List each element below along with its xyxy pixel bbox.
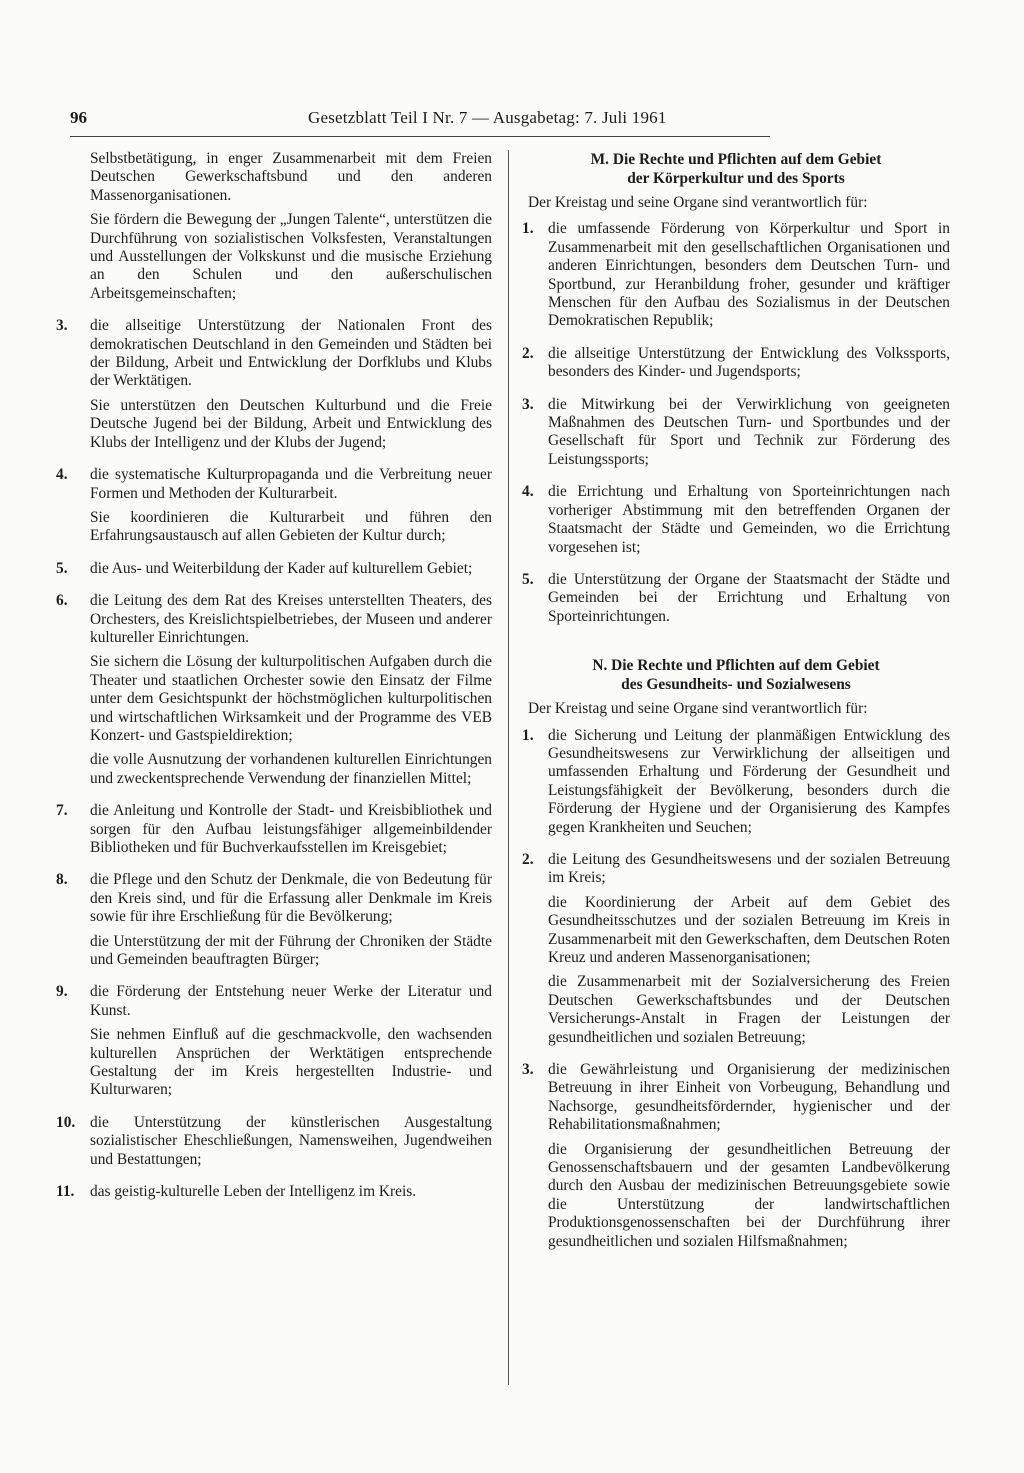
section-title-line: der Körperkultur und des Sports [627,170,845,187]
list-item [56,1183,492,1201]
item-number: 3. [56,317,68,335]
item-subparagraph: Sie nehmen Einfluß auf die geschmackvolle, den wachsenden kulturellen Ansprüchen der Werktätigen entsprechende Gestaltung der im Kreis hergestellten Industrie- und Kulturwaren; [90,1026,492,1099]
page-header [40,108,984,138]
list-item [56,466,492,546]
item-text: die allseitige Unterstützung der Nationalen Front des demokratischen Deutschland in den Gemeinden und Städten bei der Bildung, Arbeit und Entwicklung der Dorfklubs und Klubs der Werktätigen. [90,317,492,390]
item-text: die systematische Kulturpropaganda und die Verbreitung neuer Formen und Methoden der Kulturarbeit. [90,466,492,502]
item-text: die Pflege und den Schutz der Denkmale, die von Bedeutung für den Kreis sind, und für die Erfassung aller Denkmale im Kreis sowie für ihre Erschließung für die Bevölkerung; [90,871,492,926]
item-text: die Errichtung und Erhaltung von Sporteinrichtungen nach vorheriger Abstimmung mit den betreffenden Organen der Staatsmacht der Städte und Gemeinden, wo die Errichtung vorgesehen ist; [548,483,950,556]
section-title-line: des Gesundheits- und Sozialwesens [621,676,851,694]
item-number: 3. [522,1061,534,1079]
item-number: 10. [56,1113,76,1131]
list-item [56,802,492,857]
item-subparagraph: die Organisierung der gesundheitlichen Betreuung der Genossenschaftsbauern und der gesamten Landbevölkerung durch den Ausbau der medizinischen Betreuungsgebiete sowie die Unterstützung der landwirtschaftlichen Produktionsgenossenschaften bei der Durchführung ihrer gesundheitlichen und sozialen Hilfsmaßnahmen; [548,1140,950,1250]
section-spacer [522,640,950,656]
item-text: die Aus- und Weiterbildung der Kader auf kulturellem Gebiet; [90,559,473,577]
item-subparagraph: die Unterstützung der mit der Führung der Chroniken der Städte und Gemeinden beauftragten Bürger; [90,932,492,969]
section-title-line: N. Die Rechte und Pflichten auf dem Gebiet [592,657,880,675]
item-subparagraph: Sie koordinieren die Kulturarbeit und führen den Erfahrungsaustausch auf allen Gebieten der Kultur durch; [90,508,492,545]
item-text: die umfassende Förderung von Körperkultur und Sport in Zusammenarbeit mit den gesellschaftlichen Organisationen und anderen Einrichtungen, besonders dem Deutschen Turn- und Sportbund, zur Heranbildung froher, gesunder und kräftiger Menschen für den Aufbau des Sozialismus in der Deutschen Demokratischen Republik; [548,220,950,330]
item-number: 6. [56,592,68,610]
item-number: 2. [522,850,534,868]
list-item [522,396,950,470]
continuation-paragraph: Selbstbetätigung, in enger Zusammenarbeit mit dem Freien Deutschen Gewerkschaftsbund und den anderen Massenorganisationen. [90,150,492,204]
header-rule [70,136,770,137]
section-intro: Der Kreistag und seine Organe sind verantwortlich für: [528,194,868,211]
item-text: die Unterstützung der Organe der Staatsmacht der Städte und Gemeinden bei der Errichtung und Erhaltung von Sporteinrichtungen. [548,570,950,625]
item-text: die Anleitung und Kontrolle der Stadt- und Kreisbibliothek und sorgen für den Aufbau leistungsfähiger allgemeinbildender Bibliotheken und für Buchverkaufsstellen im Kreisgebiet; [90,802,492,856]
item-subparagraph: Sie sichern die Lösung der kulturpolitischen Aufgaben durch die Theater und staatlichen Orchester sowie den Einsatz der Filme unter dem Gesichtspunkt der höchstmöglichen kulturpolitischen und wirtschaftlichen Wirksamkeit und der Programme des VEB Konzert- und Gastspieldirektion; [90,653,492,744]
item-text: die allseitige Unterstützung der Entwicklung des Volkssports, besonders des Kinder- und Jugendsports; [548,344,950,381]
item-number: 9. [56,983,68,1001]
item-number: 4. [522,483,534,501]
section-m-title [522,150,950,188]
list-item [522,727,950,837]
continuation-paragraph: Sie fördern die Bewegung der „Jungen Talente“, unterstützen die Durchführung von sozialistischen Volksfesten, Veranstaltungen und Ausstellungen der Volkskunst und die musische Erziehung an den Schulen und den außerschulischen Arbeitsgemeinschaften; [90,211,492,302]
item-subparagraph: Sie unterstützen den Deutschen Kulturbund und die Freie Deutsche Jugend bei der Bildung, Arbeit und Entwicklung des Klubs der Intelligenz und der Klubs der Jugend; [90,396,492,451]
list-item [522,1061,950,1251]
list-item [56,1114,492,1169]
item-text: die Unterstützung der künstlerischen Ausgestaltung sozialistischer Eheschließungen, Namensweihen, Jugendweihen und Bestattungen; [90,1113,492,1168]
item-number: 7. [56,802,68,820]
page-number: 96 [70,108,87,127]
list-item [56,592,492,788]
item-text: die Gewährleistung und Organisierung der medizinischen Betreuung in ihrer Einheit von Vorbeugung, Behandlung und Nachsorge, gesundheitsfördernder, hygienischer und der Rehabilitationsmaßnahmen; [548,1061,950,1134]
section-title-line: M. Die Rechte und Pflichten auf dem Gebiet [590,151,882,168]
item-text: die Förderung der Entstehung neuer Werke der Literatur und Kunst. [90,983,492,1019]
item-number: 8. [56,871,68,889]
column-divider [508,150,509,1385]
item-text: die Mitwirkung bei der Verwirklichung von geeigneten Maßnahmen des Deutschen Turn- und Sportbundes und der Gesellschaft für Sport und Technik zur Förderung des Leistungssports; [548,395,950,468]
item-text: die Leitung des dem Rat des Kreises unterstellten Theaters, des Orchesters, des Kreislichtspielbetriebes, der Museen und anderer kultureller Einrichtungen. [90,592,492,646]
list-item [522,571,950,626]
list-item [522,345,950,382]
item-number: 1. [522,220,534,238]
left-column [56,150,492,1216]
item-text: die Leitung des Gesundheitswesens und der sozialen Betreuung im Kreis; [548,850,950,887]
item-number: 4. [56,466,68,484]
item-subparagraph: die Zusammenarbeit mit der Sozialversicherung des Freien Deutschen Gewerkschaftsbundes und der Deutschen Versicherungs-Anstalt in Fragen der Leistungen der gesundheitlichen und sozialen Betreuung; [548,973,950,1046]
section-n-title [522,656,950,694]
list-item [522,220,950,330]
page-title: Gesetzblatt Teil I Nr. 7 — Ausgabetag: 7. Juli 1961 [308,108,667,127]
item-text: die Sicherung und Leitung der planmäßigen Entwicklung des Gesundheitswesens zur Verwirklichung der allseitigen und umfassenden Erhaltung und Förderung der Gesundheit und Leistungsfähigkeit der Bevölkerung, besonders durch die Förderung der Hygiene und der Organisierung des Kampfes gegen Krankheiten und Seuchen; [548,726,950,836]
item-number: 5. [522,570,534,588]
item-subparagraph: die Koordinierung der Arbeit auf dem Gebiet des Gesundheitsschutzes und der sozialen Betreuung im Kreis in Zusammenarbeit mit den Gewerkschaften, dem Deutschen Roten Kreuz und anderen Massenorganisationen; [548,893,950,966]
item-number: 5. [56,559,68,577]
list-item [56,317,492,452]
item-number: 2. [522,344,534,362]
right-column [522,150,950,1265]
item-subparagraph: die volle Ausnutzung der vorhandenen kulturellen Einrichtungen und zweckentsprechende Verwendung der finanziellen Mittel; [90,751,492,787]
list-item [522,483,950,557]
section-intro: Der Kreistag und seine Organe sind verantwortlich für: [528,700,868,718]
list-item [56,983,492,1099]
list-item [522,851,950,1047]
list-item [56,871,492,969]
item-number: 3. [522,395,534,413]
item-text: das geistig-kulturelle Leben der Intelligenz im Kreis. [90,1183,417,1201]
list-item [56,560,492,578]
item-number: 1. [522,726,534,744]
item-number: 11. [56,1183,75,1201]
